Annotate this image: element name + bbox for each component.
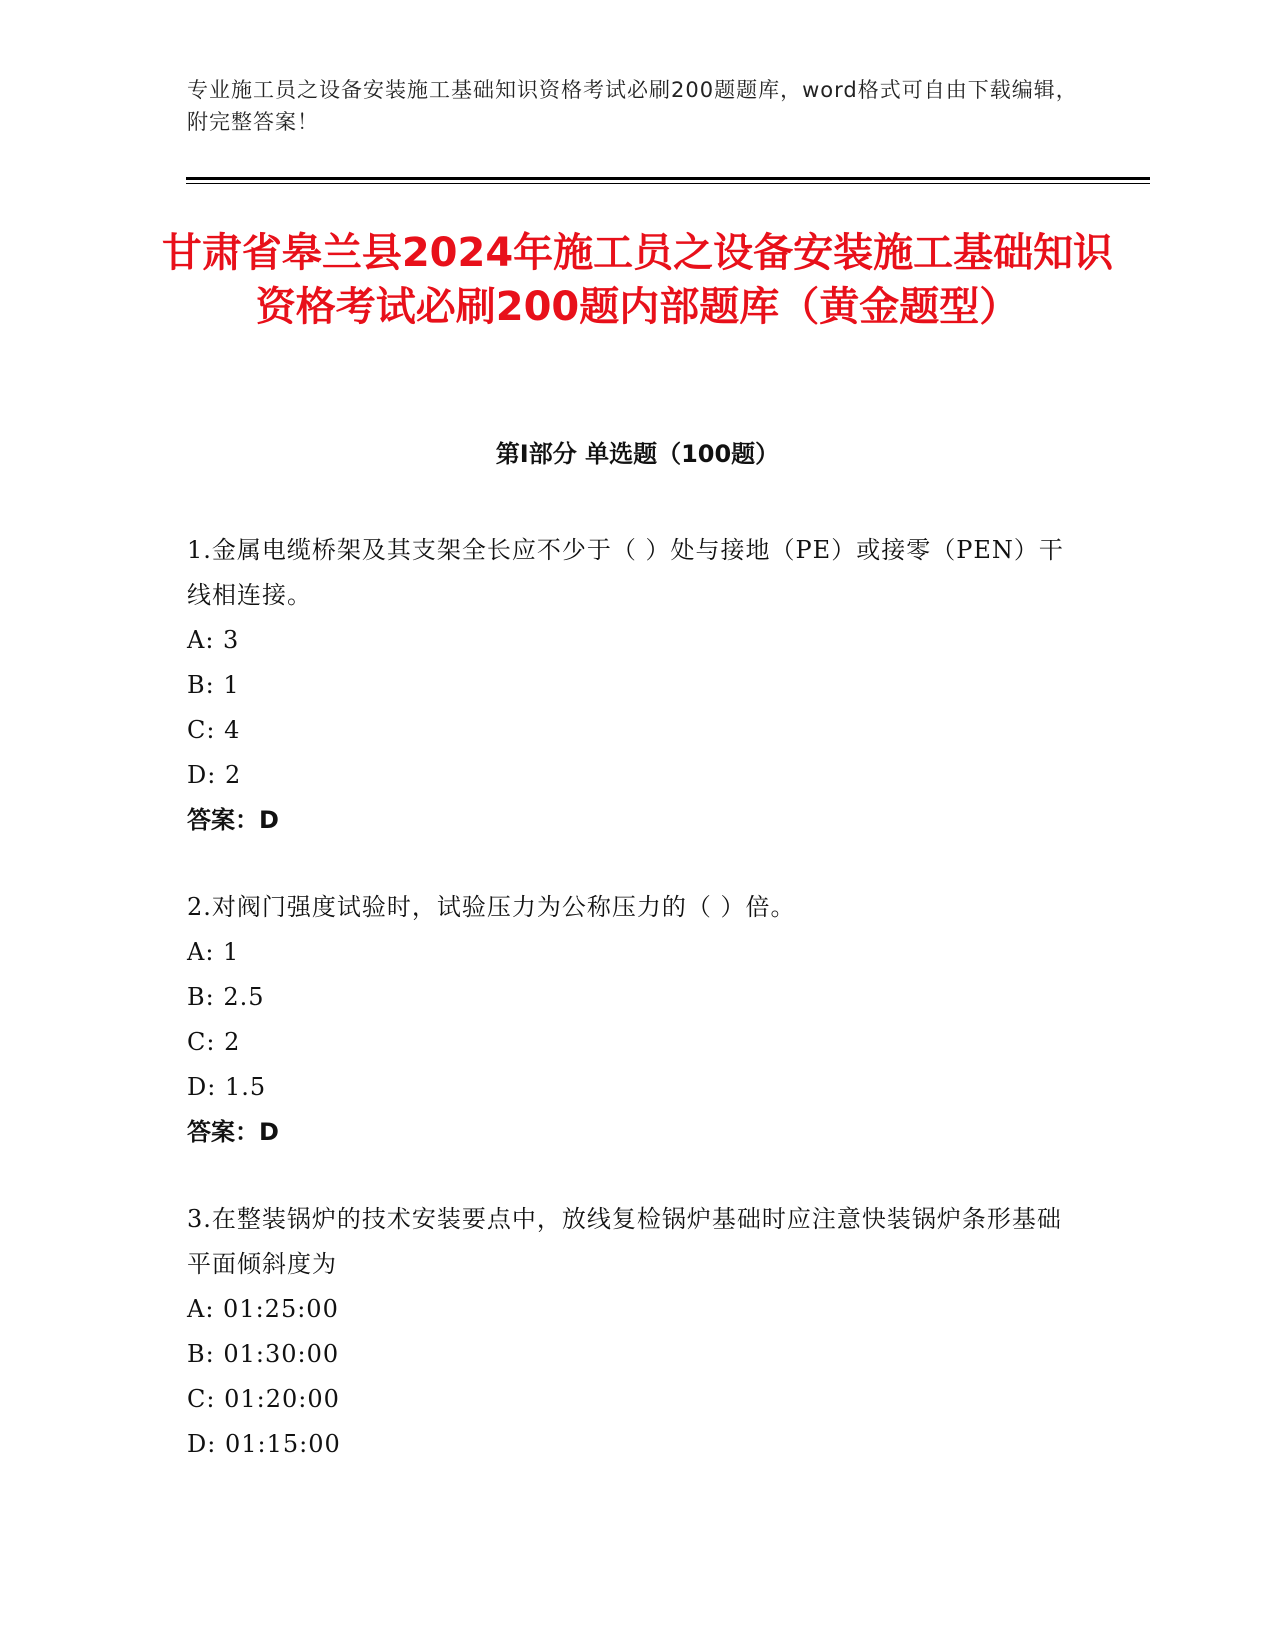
option-d: D: 1.5: [187, 1073, 267, 1101]
option-b: B: 1: [187, 671, 240, 699]
option-a: A: 01:25:00: [187, 1295, 339, 1323]
section-heading: 第I部分 单选题（100题）: [495, 440, 780, 468]
question-stem: 3.在整装锅炉的技术安装要点中，放线复检锅炉基础时应注意快装锅炉条形基础平面倾斜度为: [187, 1205, 1062, 1278]
option-b: B: 2.5: [187, 983, 265, 1011]
option-c: C: 4: [187, 716, 241, 744]
option-b: B: 01:30:00: [187, 1340, 340, 1368]
question-item: [187, 1197, 1067, 1467]
question-list: [187, 528, 1067, 1509]
option-d: D: 01:15:00: [187, 1430, 341, 1458]
question-item: [187, 528, 1067, 843]
answer: 答案：D: [187, 1118, 279, 1146]
option-a: A: 1: [187, 938, 240, 966]
option-a: A: 3: [187, 626, 240, 654]
question-stem: 1.金属电缆桥架及其支架全长应不少于（ ）处与接地（PE）或接零（PEN）干线相连接。: [187, 536, 1064, 609]
option-c: C: 2: [187, 1028, 241, 1056]
question-item: [187, 885, 1067, 1155]
question-stem: 2.对阀门强度试验时，试验压力为公称压力的（ ）倍。: [187, 893, 796, 921]
answer: 答案：D: [187, 806, 279, 834]
option-d: D: 2: [187, 761, 242, 789]
option-c: C: 01:20:00: [187, 1385, 340, 1413]
header-note: 专业施工员之设备安装施工基础知识资格考试必刷200题题库，word格式可自由下载编辑，附完整答案！: [187, 78, 1078, 134]
document-title: 甘肃省皋兰县2024年施工员之设备安装施工基础知识资格考试必刷200题内部题库（黄金题型）: [161, 230, 1114, 330]
header-divider-thick: [186, 177, 1150, 180]
header-divider-thin: [186, 183, 1150, 184]
